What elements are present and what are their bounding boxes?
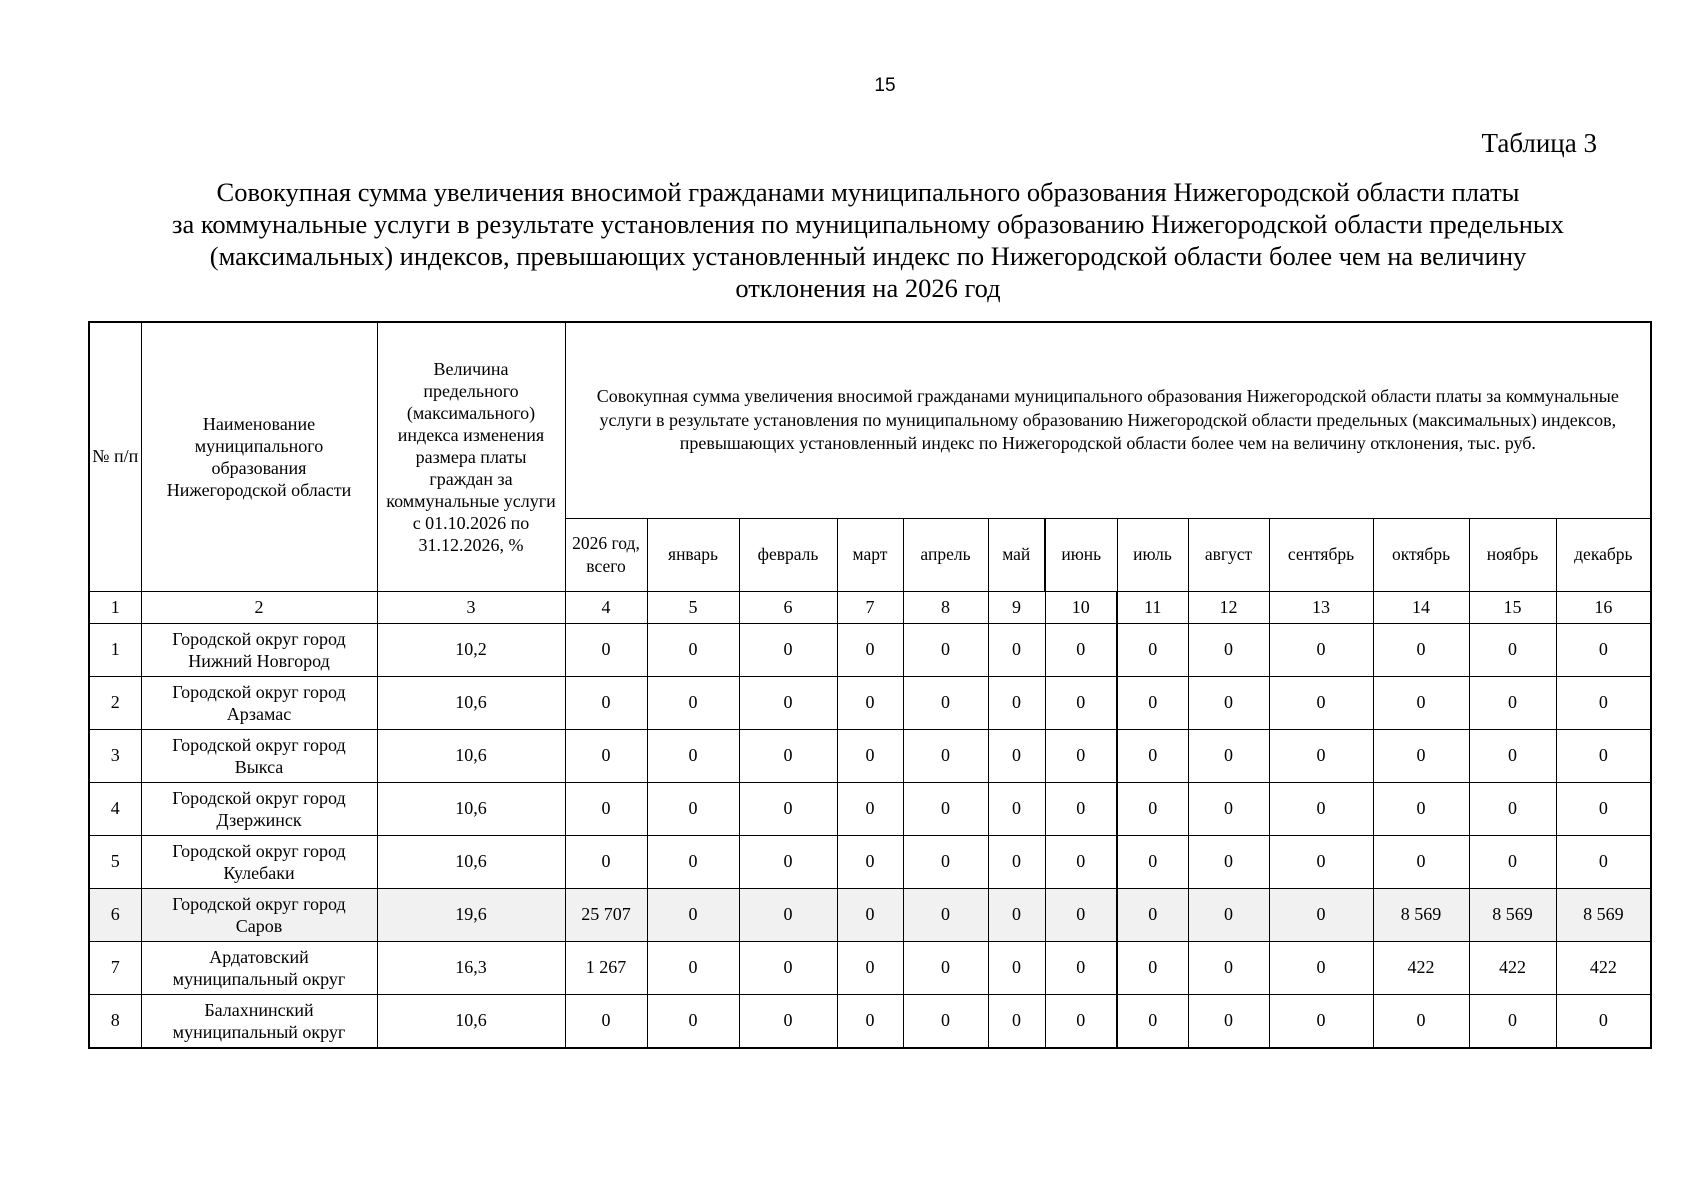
month-value: 0 xyxy=(903,994,988,1048)
column-number: 4 xyxy=(565,591,647,623)
month-value: 0 xyxy=(988,835,1045,888)
column-number: 3 xyxy=(377,591,565,623)
month-value: 0 xyxy=(739,835,837,888)
month-value: 0 xyxy=(1045,623,1117,676)
month-value: 0 xyxy=(1188,676,1269,729)
title-line: за коммунальные услуги в результате установления по муниципальному образованию Нижегородской области предельных xyxy=(172,209,1564,239)
month-value: 0 xyxy=(647,941,739,994)
municipality-name-line: Городской округ город xyxy=(172,840,346,861)
month-value: 0 xyxy=(837,676,903,729)
document-title xyxy=(88,176,1648,304)
municipality-name-line: муниципальный округ xyxy=(172,1021,346,1042)
municipality-name xyxy=(141,676,377,729)
month-value: 0 xyxy=(647,623,739,676)
month-value: 0 xyxy=(1188,994,1269,1048)
table-row xyxy=(89,782,1651,835)
month-value: 0 xyxy=(988,994,1045,1048)
header-month: январь xyxy=(647,518,739,591)
municipality-name xyxy=(141,994,377,1048)
month-value: 0 xyxy=(1045,729,1117,782)
total-value: 0 xyxy=(565,994,647,1048)
month-value: 0 xyxy=(739,676,837,729)
header-month: июнь xyxy=(1045,518,1117,591)
municipality-name xyxy=(141,782,377,835)
total-value: 0 xyxy=(565,623,647,676)
month-value: 0 xyxy=(903,782,988,835)
column-number: 15 xyxy=(1469,591,1556,623)
month-value: 0 xyxy=(739,941,837,994)
month-value: 0 xyxy=(1469,676,1556,729)
header-month: июль xyxy=(1117,518,1188,591)
column-number: 13 xyxy=(1269,591,1373,623)
municipality-name-line: Балахнинский xyxy=(204,999,314,1020)
municipality-name-line: Нижний Новгород xyxy=(188,650,330,671)
month-value: 0 xyxy=(647,676,739,729)
total-value: 0 xyxy=(565,676,647,729)
month-value: 0 xyxy=(1469,729,1556,782)
month-value: 0 xyxy=(1045,994,1117,1048)
month-value: 0 xyxy=(837,888,903,941)
month-value: 0 xyxy=(1373,782,1469,835)
municipality-name-line: Городской округ город xyxy=(172,681,346,702)
table-row xyxy=(89,835,1651,888)
total-value: 0 xyxy=(565,835,647,888)
month-value: 0 xyxy=(647,835,739,888)
page-number: 15 xyxy=(874,75,896,96)
month-value: 8 569 xyxy=(1469,888,1556,941)
header-month: ноябрь xyxy=(1469,518,1556,591)
table-row xyxy=(89,676,1651,729)
month-value: 0 xyxy=(988,729,1045,782)
index-value: 10,2 xyxy=(377,623,565,676)
month-value: 0 xyxy=(1188,782,1269,835)
month-value: 0 xyxy=(903,729,988,782)
month-value: 0 xyxy=(1556,729,1651,782)
header-name: Наименование муниципального образования Нижегородской области xyxy=(141,322,377,591)
month-value: 0 xyxy=(1117,676,1188,729)
header-num: № п/п xyxy=(89,322,141,591)
municipality-name-line: Арзамас xyxy=(226,703,292,724)
table-row xyxy=(89,729,1651,782)
month-value: 0 xyxy=(1269,676,1373,729)
month-value: 0 xyxy=(1117,941,1188,994)
month-value: 0 xyxy=(1469,835,1556,888)
month-value: 0 xyxy=(837,835,903,888)
header-month: декабрь xyxy=(1556,518,1651,591)
municipality-name xyxy=(141,623,377,676)
total-value: 1 267 xyxy=(565,941,647,994)
municipality-name-line: Городской округ город xyxy=(172,787,346,808)
header-group: Совокупная сумма увеличения вносимой гражданами муниципального образования Нижегородской области платы за коммунальные услуги в результате установления по муниципальному образованию Нижегородской области предельных (максимальных) индексов, превышающих установленный индекс по Нижегородской области более чем на величину отклонения, тыс. руб. xyxy=(565,322,1651,518)
municipality-name-line: Городской округ город xyxy=(172,734,346,755)
row-number: 1 xyxy=(89,623,141,676)
month-value: 422 xyxy=(1556,941,1651,994)
month-value: 0 xyxy=(1556,782,1651,835)
month-value: 0 xyxy=(1045,676,1117,729)
month-value: 0 xyxy=(1469,782,1556,835)
table-row xyxy=(89,994,1651,1048)
municipality-name xyxy=(141,888,377,941)
month-value: 0 xyxy=(1188,729,1269,782)
index-value: 10,6 xyxy=(377,676,565,729)
column-number: 16 xyxy=(1556,591,1651,623)
total-value: 0 xyxy=(565,782,647,835)
index-value: 10,6 xyxy=(377,994,565,1048)
municipality-name xyxy=(141,941,377,994)
month-value: 0 xyxy=(1469,994,1556,1048)
table-row xyxy=(89,623,1651,676)
month-value: 0 xyxy=(903,888,988,941)
month-value: 0 xyxy=(1117,782,1188,835)
column-number: 7 xyxy=(837,591,903,623)
month-value: 0 xyxy=(1373,994,1469,1048)
month-value: 8 569 xyxy=(1556,888,1651,941)
header-month: апрель xyxy=(903,518,988,591)
municipality-name-line: муниципальный округ xyxy=(172,968,346,989)
month-value: 0 xyxy=(739,623,837,676)
month-value: 0 xyxy=(1045,835,1117,888)
month-value: 0 xyxy=(1117,994,1188,1048)
row-number: 8 xyxy=(89,994,141,1048)
month-value: 0 xyxy=(647,729,739,782)
month-value: 0 xyxy=(1556,676,1651,729)
month-value: 0 xyxy=(1269,782,1373,835)
row-number: 4 xyxy=(89,782,141,835)
month-value: 0 xyxy=(739,729,837,782)
month-value: 0 xyxy=(1188,835,1269,888)
month-value: 0 xyxy=(988,888,1045,941)
month-value: 0 xyxy=(903,676,988,729)
month-value: 0 xyxy=(837,994,903,1048)
month-value: 0 xyxy=(1045,782,1117,835)
index-value: 10,6 xyxy=(377,729,565,782)
month-value: 0 xyxy=(1373,623,1469,676)
month-value: 0 xyxy=(1117,835,1188,888)
month-value: 0 xyxy=(903,623,988,676)
month-value: 0 xyxy=(1188,623,1269,676)
column-number: 1 xyxy=(89,591,141,623)
month-value: 0 xyxy=(988,623,1045,676)
month-value: 0 xyxy=(1269,994,1373,1048)
month-value: 422 xyxy=(1373,941,1469,994)
month-value: 0 xyxy=(837,729,903,782)
month-value: 0 xyxy=(1117,623,1188,676)
column-number-row xyxy=(89,591,1651,623)
column-number: 14 xyxy=(1373,591,1469,623)
month-value: 0 xyxy=(1188,888,1269,941)
title-line: (максимальных) индексов, превышающих установленный индекс по Нижегородской области более чем на величину xyxy=(209,241,1527,271)
month-value: 0 xyxy=(647,994,739,1048)
header-total: 2026 год, всего xyxy=(565,518,647,591)
month-value: 0 xyxy=(837,941,903,994)
total-value: 0 xyxy=(565,729,647,782)
header-month: сентябрь xyxy=(1269,518,1373,591)
row-number: 5 xyxy=(89,835,141,888)
month-value: 0 xyxy=(1556,623,1651,676)
month-value: 0 xyxy=(1373,835,1469,888)
header-index: Величина предельного (максимального) индекса изменения размера платы граждан за коммунальные услуги с 01.10.2026 по 31.12.2026, % xyxy=(377,322,565,591)
month-value: 0 xyxy=(1269,623,1373,676)
month-value: 0 xyxy=(1556,994,1651,1048)
title-line: отклонения на 2026 год xyxy=(735,273,1001,303)
index-value: 10,6 xyxy=(377,782,565,835)
municipality-name-line: Городской округ город xyxy=(172,628,346,649)
month-value: 0 xyxy=(739,888,837,941)
table-row xyxy=(89,888,1651,941)
column-number: 2 xyxy=(141,591,377,623)
month-value: 0 xyxy=(1469,623,1556,676)
municipality-name-line: Саров xyxy=(235,915,283,936)
month-value: 0 xyxy=(1045,941,1117,994)
municipality-name-line: Кулебаки xyxy=(223,862,295,883)
month-value: 0 xyxy=(1556,835,1651,888)
column-number: 6 xyxy=(739,591,837,623)
row-number: 3 xyxy=(89,729,141,782)
month-value: 0 xyxy=(1117,729,1188,782)
month-value: 0 xyxy=(739,994,837,1048)
column-number: 9 xyxy=(988,591,1045,623)
header-month: август xyxy=(1188,518,1269,591)
table-row xyxy=(89,941,1651,994)
row-number: 2 xyxy=(89,676,141,729)
column-number: 12 xyxy=(1188,591,1269,623)
municipality-name xyxy=(141,835,377,888)
column-number: 11 xyxy=(1117,591,1188,623)
municipality-name-line: Выкса xyxy=(234,756,284,777)
table-label: Таблица 3 xyxy=(1481,128,1597,158)
month-value: 0 xyxy=(903,835,988,888)
row-number: 7 xyxy=(89,941,141,994)
municipality-name-line: Ардатовский xyxy=(209,946,309,967)
index-value: 16,3 xyxy=(377,941,565,994)
title-line: Совокупная сумма увеличения вносимой гражданами муниципального образования Нижегородской области платы xyxy=(216,177,1520,207)
municipality-name-line: Городской округ город xyxy=(172,893,346,914)
column-number: 10 xyxy=(1045,591,1117,623)
month-value: 0 xyxy=(1188,941,1269,994)
month-value: 0 xyxy=(1269,729,1373,782)
header-month: март xyxy=(837,518,903,591)
header-month: май xyxy=(988,518,1045,591)
month-value: 0 xyxy=(1373,729,1469,782)
month-value: 0 xyxy=(988,941,1045,994)
month-value: 0 xyxy=(837,623,903,676)
month-value: 0 xyxy=(647,888,739,941)
month-value: 0 xyxy=(1269,888,1373,941)
month-value: 0 xyxy=(1373,676,1469,729)
month-value: 0 xyxy=(1045,888,1117,941)
month-value: 422 xyxy=(1469,941,1556,994)
row-number: 6 xyxy=(89,888,141,941)
month-value: 0 xyxy=(988,782,1045,835)
month-value: 0 xyxy=(739,782,837,835)
column-number: 8 xyxy=(903,591,988,623)
month-value: 0 xyxy=(903,941,988,994)
header-month: февраль xyxy=(739,518,837,591)
data-table xyxy=(88,321,1652,1049)
index-value: 10,6 xyxy=(377,835,565,888)
month-value: 0 xyxy=(837,782,903,835)
month-value: 0 xyxy=(988,676,1045,729)
column-number: 5 xyxy=(647,591,739,623)
month-value: 0 xyxy=(647,782,739,835)
month-value: 0 xyxy=(1269,835,1373,888)
index-value: 19,6 xyxy=(377,888,565,941)
municipality-name-line: Дзержинск xyxy=(216,809,302,830)
month-value: 0 xyxy=(1269,941,1373,994)
municipality-name xyxy=(141,729,377,782)
total-value: 25 707 xyxy=(565,888,647,941)
month-value: 8 569 xyxy=(1373,888,1469,941)
month-value: 0 xyxy=(1117,888,1188,941)
header-month: октябрь xyxy=(1373,518,1469,591)
